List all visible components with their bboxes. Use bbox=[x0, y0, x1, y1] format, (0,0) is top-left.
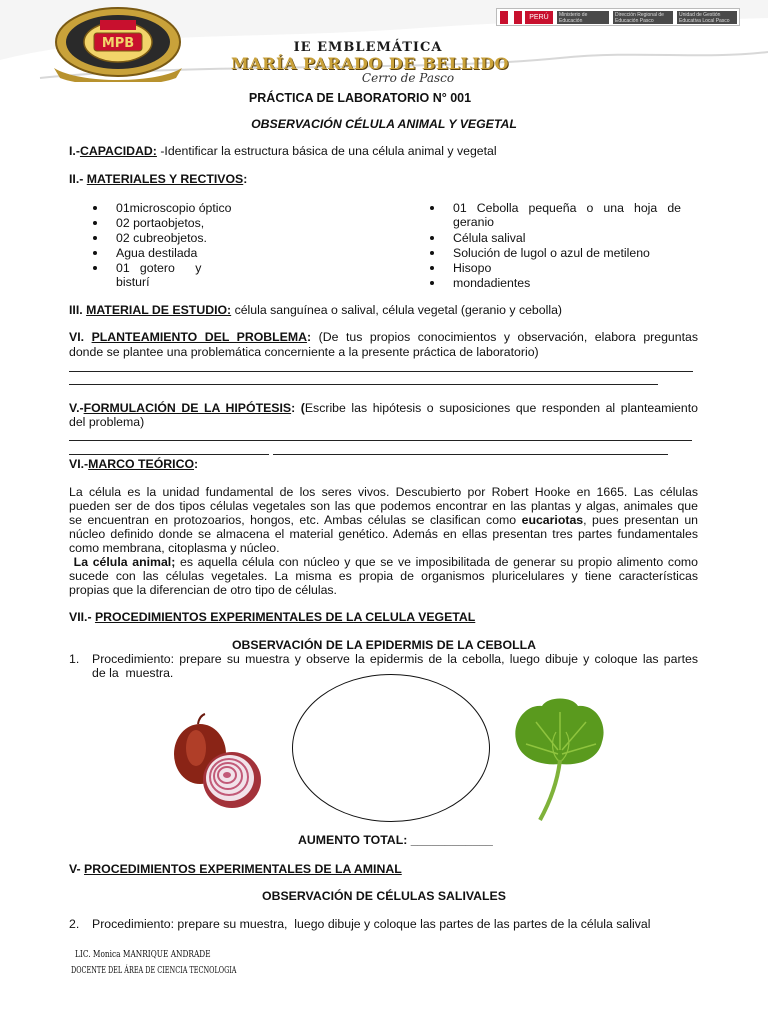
bullet-icon bbox=[430, 281, 434, 285]
bullet-icon bbox=[93, 236, 97, 240]
material-item: mondadientes bbox=[453, 276, 531, 290]
gov-block-dre: Dirección Regional de Educación Pasco bbox=[613, 11, 673, 24]
section-proc-animal bbox=[69, 862, 402, 877]
section-number: VI. bbox=[69, 330, 92, 344]
keyword-eucariotas: eucariotas bbox=[521, 513, 584, 527]
section-number: II.- bbox=[69, 172, 87, 186]
page-subtitle: OBSERVACIÓN CÉLULA ANIMAL Y VEGETAL bbox=[251, 117, 517, 131]
bullet-icon bbox=[93, 266, 97, 270]
material-item: Célula salival bbox=[453, 231, 526, 245]
answer-line bbox=[273, 454, 668, 455]
material-item: 01 gotero y bbox=[116, 261, 202, 275]
section-label: MATERIALES Y RECTIVOS bbox=[86, 172, 244, 186]
footer-teacher-role: DOCENTE DEL ÁREA DE CIENCIA TECNOLOGIA bbox=[71, 966, 237, 976]
gov-block-ministry: Ministerio de Educación bbox=[557, 11, 609, 24]
keyword-celula-animal: La célula animal; bbox=[69, 555, 176, 569]
section-number: III. bbox=[69, 303, 87, 317]
step-number: 1. bbox=[69, 652, 80, 666]
material-item-continued: bisturí bbox=[116, 275, 150, 289]
material-item: 02 cubreobjetos. bbox=[116, 231, 207, 245]
marco-paragraph-line: núcleo definido donde se almacena el material genético. Además en ellas presentan tres partes fundamentales bbox=[69, 527, 698, 541]
section-number: VII.- bbox=[69, 610, 95, 624]
marco-paragraph-line bbox=[69, 555, 698, 570]
header bbox=[0, 0, 768, 85]
aumento-total: AUMENTO TOTAL: ____________ bbox=[298, 833, 493, 847]
hipotesis-line2: del problema) bbox=[69, 415, 145, 429]
section-planteamiento bbox=[69, 330, 698, 345]
section-label: PROCEDIMIENTOS EXPERIMENTALES DE LA CELULA VEGETAL bbox=[94, 610, 476, 624]
obs-title-salivales: OBSERVACIÓN DE CÉLULAS SALIVALES bbox=[262, 889, 506, 903]
material-item: 01microscopio óptico bbox=[116, 201, 232, 215]
material-item: Hisopo bbox=[453, 261, 492, 275]
gov-country: PERÚ bbox=[525, 11, 553, 24]
material-item: Agua destilada bbox=[116, 246, 198, 260]
text-run: , pues presentan un bbox=[583, 513, 699, 527]
section-text: (De tus propios conocimientos y observación, elabora preguntas bbox=[311, 330, 699, 344]
section-colon: : ( bbox=[291, 401, 305, 415]
marco-paragraph-line bbox=[69, 513, 698, 528]
answer-line bbox=[69, 371, 693, 372]
gov-block-ugel: Unidad de Gestión Educativa Local Pasco bbox=[677, 11, 737, 24]
section-materiales bbox=[69, 172, 247, 187]
bullet-icon bbox=[93, 206, 97, 210]
footer-teacher-name: LIC. Monica MANRIQUE ANDRADE bbox=[75, 950, 211, 960]
section-colon: : bbox=[307, 330, 312, 344]
section-number: V.- bbox=[69, 401, 84, 415]
section-text: Escribe las hipótesis o suposiciones que responden al planteamiento bbox=[304, 401, 698, 415]
school-city: Cerro de Pasco bbox=[361, 71, 455, 85]
section-material-estudio bbox=[69, 303, 562, 318]
peru-flag-icon bbox=[500, 11, 522, 24]
section-label: PLANTEAMIENTO DEL PROBLEMA bbox=[91, 330, 308, 344]
section-number: V- bbox=[69, 862, 85, 876]
marco-paragraph-line: propias que la diferencian de otro tipo de células. bbox=[69, 583, 337, 597]
step-number: 2. bbox=[69, 917, 80, 931]
section-number: VI.- bbox=[69, 457, 89, 471]
bullet-icon bbox=[430, 236, 434, 240]
section-proc-vegetal bbox=[69, 610, 475, 625]
section-colon: : bbox=[194, 457, 199, 471]
section-text: célula sanguínea o salival, célula vegetal (geranio y cebolla) bbox=[231, 303, 563, 317]
marco-paragraph-line: como membrana, citoplasma y núcleo. bbox=[69, 541, 280, 555]
section-number: I.- bbox=[69, 144, 80, 158]
bullet-icon bbox=[93, 221, 97, 225]
step-text-continued: de la muestra. bbox=[92, 666, 174, 680]
material-item: 02 portaobjetos, bbox=[116, 216, 205, 230]
bullet-icon bbox=[430, 266, 434, 270]
page-title: PRÁCTICA DE LABORATORIO N° 001 bbox=[248, 91, 472, 105]
section-marco bbox=[69, 457, 198, 472]
bullet-icon bbox=[430, 206, 434, 210]
bullet-icon bbox=[93, 251, 97, 255]
section-capacidad bbox=[69, 144, 497, 159]
geranium-leaf-image bbox=[512, 694, 608, 822]
logo-initials: MPB bbox=[101, 36, 135, 51]
section-label: PROCEDIMIENTOS EXPERIMENTALES DE LA AMINAL bbox=[84, 862, 402, 876]
section-text: -Identificar la estructura básica de una célula animal y vegetal bbox=[156, 144, 497, 158]
government-banner bbox=[496, 8, 740, 26]
material-item-continued: geranio bbox=[453, 215, 495, 229]
answer-line bbox=[69, 454, 269, 455]
section-hipotesis bbox=[69, 401, 698, 416]
school-name-line2: MARÍA PARADO DE BELLIDO bbox=[231, 54, 509, 73]
section-label: FORMULACIÓN DE LA HIPÓTESIS bbox=[83, 401, 292, 415]
drawing-area-oval[interactable] bbox=[292, 674, 490, 822]
marco-paragraph-line: La célula es la unidad fundamental de los seres vivos. Descubierto por Robert Hooke en 1665. Las células bbox=[69, 485, 698, 499]
material-item: Solución de lugol o azul de metileno bbox=[453, 246, 650, 260]
answer-line bbox=[69, 440, 692, 441]
text-run: se encuentran en protozoarios, hongos, etc. Ambas células se clasifican como bbox=[69, 513, 522, 527]
step-text: Procedimiento: prepare su muestra, luego dibuje y coloque las partes de las partes de la célula salival bbox=[92, 917, 651, 931]
material-item: 01 Cebolla pequeña o una hoja de bbox=[453, 201, 681, 215]
marco-paragraph-line: pueden ser de dos tipos células vegetales son las que podemos encontrar en las plantas y algas, animales que bbox=[69, 499, 698, 513]
text-run: es aquella célula con núcleo y que se ve imposibilitada de generar su propio alimento como bbox=[175, 555, 698, 569]
school-logo bbox=[50, 6, 186, 82]
step-text: Procedimiento: prepare su muestra y observe la epidermis de la cebolla, luego dibuje y coloque las partes bbox=[92, 652, 698, 666]
section-label: MATERIAL DE ESTUDIO: bbox=[86, 303, 232, 317]
section-colon: : bbox=[243, 172, 248, 186]
obs-title-cebolla: OBSERVACIÓN DE LA EPIDERMIS DE LA CEBOLLA bbox=[231, 638, 537, 652]
onion-image bbox=[172, 712, 264, 810]
section-label: CAPACIDAD: bbox=[79, 144, 157, 158]
marco-paragraph-line: sucede con las células vegetales. La misma es propia de organismos pluricelulares y tiene características bbox=[69, 569, 698, 583]
school-name-line1: IE EMBLEMÁTICA bbox=[293, 40, 443, 55]
section-label: MARCO TEÓRICO bbox=[88, 457, 195, 471]
planteamiento-line2: donde se plantee una problemática concerniente a la presente práctica de laboratorio) bbox=[69, 345, 539, 359]
answer-line bbox=[69, 384, 658, 385]
bullet-icon bbox=[430, 251, 434, 255]
